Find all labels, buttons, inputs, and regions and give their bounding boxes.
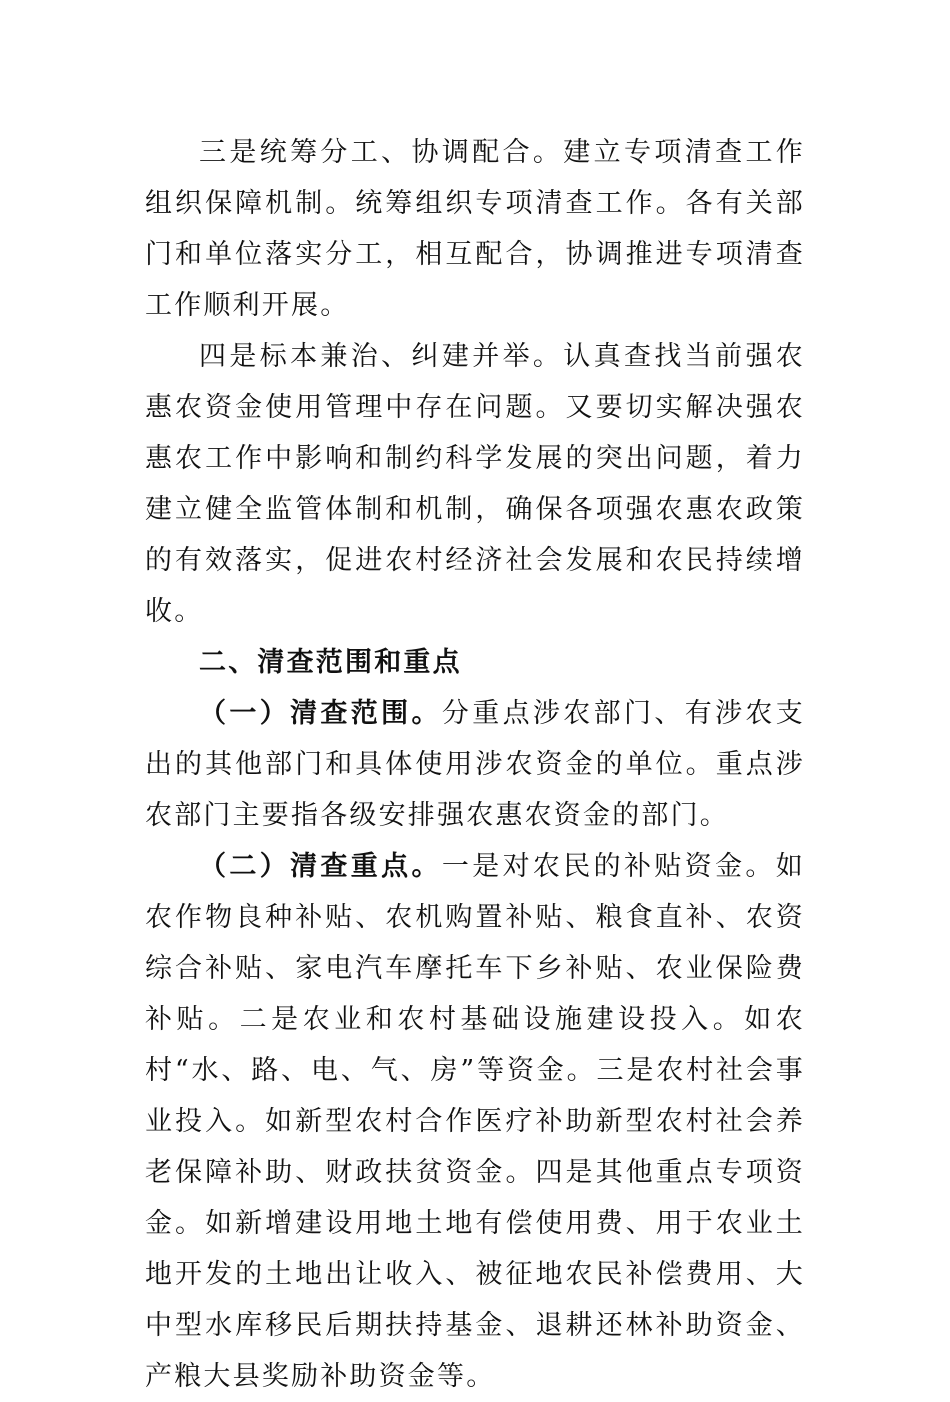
section-heading: 二、清查范围和重点 — [199, 647, 462, 678]
focus-body: 一是对农民的补贴资金。如农作物良种补贴、农机购置补贴、粮食直补、农资综合补贴、家电汽车摩托车下乡补贴、农业保险费补贴。二是农业和农村基础设施建设投入。如农村“水、路、电、气、房”等资金。三是农村社会事业投入。如新型农村合作医疗补助新型农村社会养老保障补助、财政扶贫资金。四是其他重点专项资金。如新增建设用地土地有偿使用费、用于农业土地开发的土地出让收入、被征地农民补偿费用、大中型水库移民后期扶持基金、退耕还林补助资金、产粮大县奖励补助资金等。 — [145, 851, 805, 1392]
document-page — [145, 127, 805, 1402]
scope-body: 分重点涉农部门、有涉农支出的其他部门和具体使用涉农资金的单位。重点涉农部门主要指各级安排强农惠农资金的部门。 — [145, 698, 805, 831]
focus-lead: （二）清查重点。 — [199, 851, 442, 882]
paragraph-coordination: 三是统筹分工、协调配合。建立专项清查工作组织保障机制。统筹组织专项清查工作。各有关部门和单位落实分工，相互配合，协调推进专项清查工作顺利开展。 — [145, 137, 805, 321]
paragraph-root-causes: 四是标本兼治、纠建并举。认真查找当前强农惠农资金使用管理中存在问题。又要切实解决强农惠农工作中影响和制约科学发展的突出问题，着力建立健全监管体制和机制，确保各项强农惠农政策的有效落实，促进农村经济社会发展和农民持续增收。 — [145, 341, 805, 627]
paragraph-scope — [145, 688, 805, 841]
paragraph-focus — [145, 841, 805, 1402]
scope-lead: （一）清查范围。 — [199, 698, 442, 729]
